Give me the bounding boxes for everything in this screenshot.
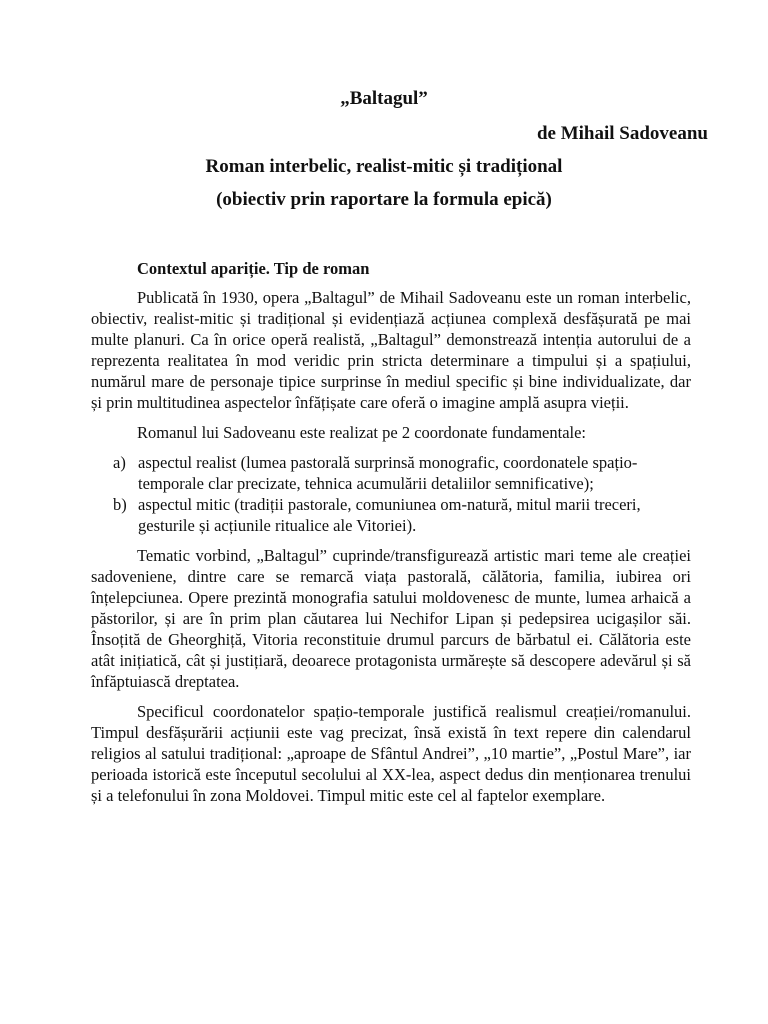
paragraph-1: Publicată în 1930, opera „Baltagul” de Mihail Sadoveanu este un roman interbelic, obiectiv, realist-mitic și tradițional și evidențiază acțiunea complexă desfășurată pe mai multe planuri. Ca în orice operă realistă, „Baltagul” demonstrează intenția autorului de a reprezenta realitatea în mod veridic prin stricta determinare a timpului și a spațiului, numărul mare de personaje tipice surprinse în mediul specific și bine individualizate, dar și prin multitudinea aspectelor înfățișate care oferă o imagine amplă asupra vieții.	[91, 288, 691, 412]
document-body	[91, 258, 691, 815]
document-title: „Baltagul”	[340, 88, 428, 109]
section-heading: Contextul apariție. Tip de roman	[137, 259, 370, 278]
list-item-text: aspectul mitic (tradiții pastorale, comuniunea om-natură, mitul marii treceri, gesturile și acțiunile ritualice ale Vitoriei).	[138, 495, 641, 535]
paragraph-3: Tematic vorbind, „Baltagul” cuprinde/transfigurează artistic mari teme ale creației sadoveniene, dintre care se remarcă viața pastorală, călătoria, familia, iubirea ori înțelepciunea. Opere prezintă monografia satului moldovenesc de munte, lumea arhaică a păstorilor, și are în prim plan căutarea lui Nechifor Lipan și pedepsirea ucigașilor săi. Însoțită de Gheorghiță, Vitoria reconstituie drumul parcurs de bărbatul ei. Călătoria este atât inițiatică, cât și justițiară, deoarece protagonista urmărește să descopere adevărul și să înfăptuiască dreptatea.	[91, 546, 691, 691]
document-author: de Mihail Sadoveanu	[536, 123, 708, 144]
paragraph-2: Romanul lui Sadoveanu este realizat pe 2 coordonate fundamentale:	[137, 423, 587, 442]
document-subtitle-1: Roman interbelic, realist-mitic și tradițional	[205, 156, 563, 177]
list-marker: b)	[113, 495, 127, 514]
list-marker: a)	[113, 453, 126, 472]
coordinates-list	[91, 452, 691, 536]
document-subtitle-2: (obiectiv prin raportare la formula epică)	[216, 189, 552, 210]
list-item	[91, 494, 691, 536]
list-item-text: aspectul realist (lumea pastorală surprinsă monografic, coordonatele spațio-temporale clar precizate, tehnica acumulării detaliilor semnificative);	[138, 453, 638, 493]
paragraph-4: Specificul coordonatelor spațio-temporale justifică realismul creației/romanului. Timpul desfășurării acțiunii este vag precizat, însă există în text repere din calendarul religios al satului tradițional: „aproape de Sfântul Andrei”, „10 martie”, „Postul Mare”, iar perioada istorică este începutul secolului al XX-lea, aspect dedus din menționarea trenului și a telefonului în zona Moldovei. Timpul mitic este cel al faptelor exemplare.	[91, 702, 691, 805]
list-item	[91, 452, 691, 494]
